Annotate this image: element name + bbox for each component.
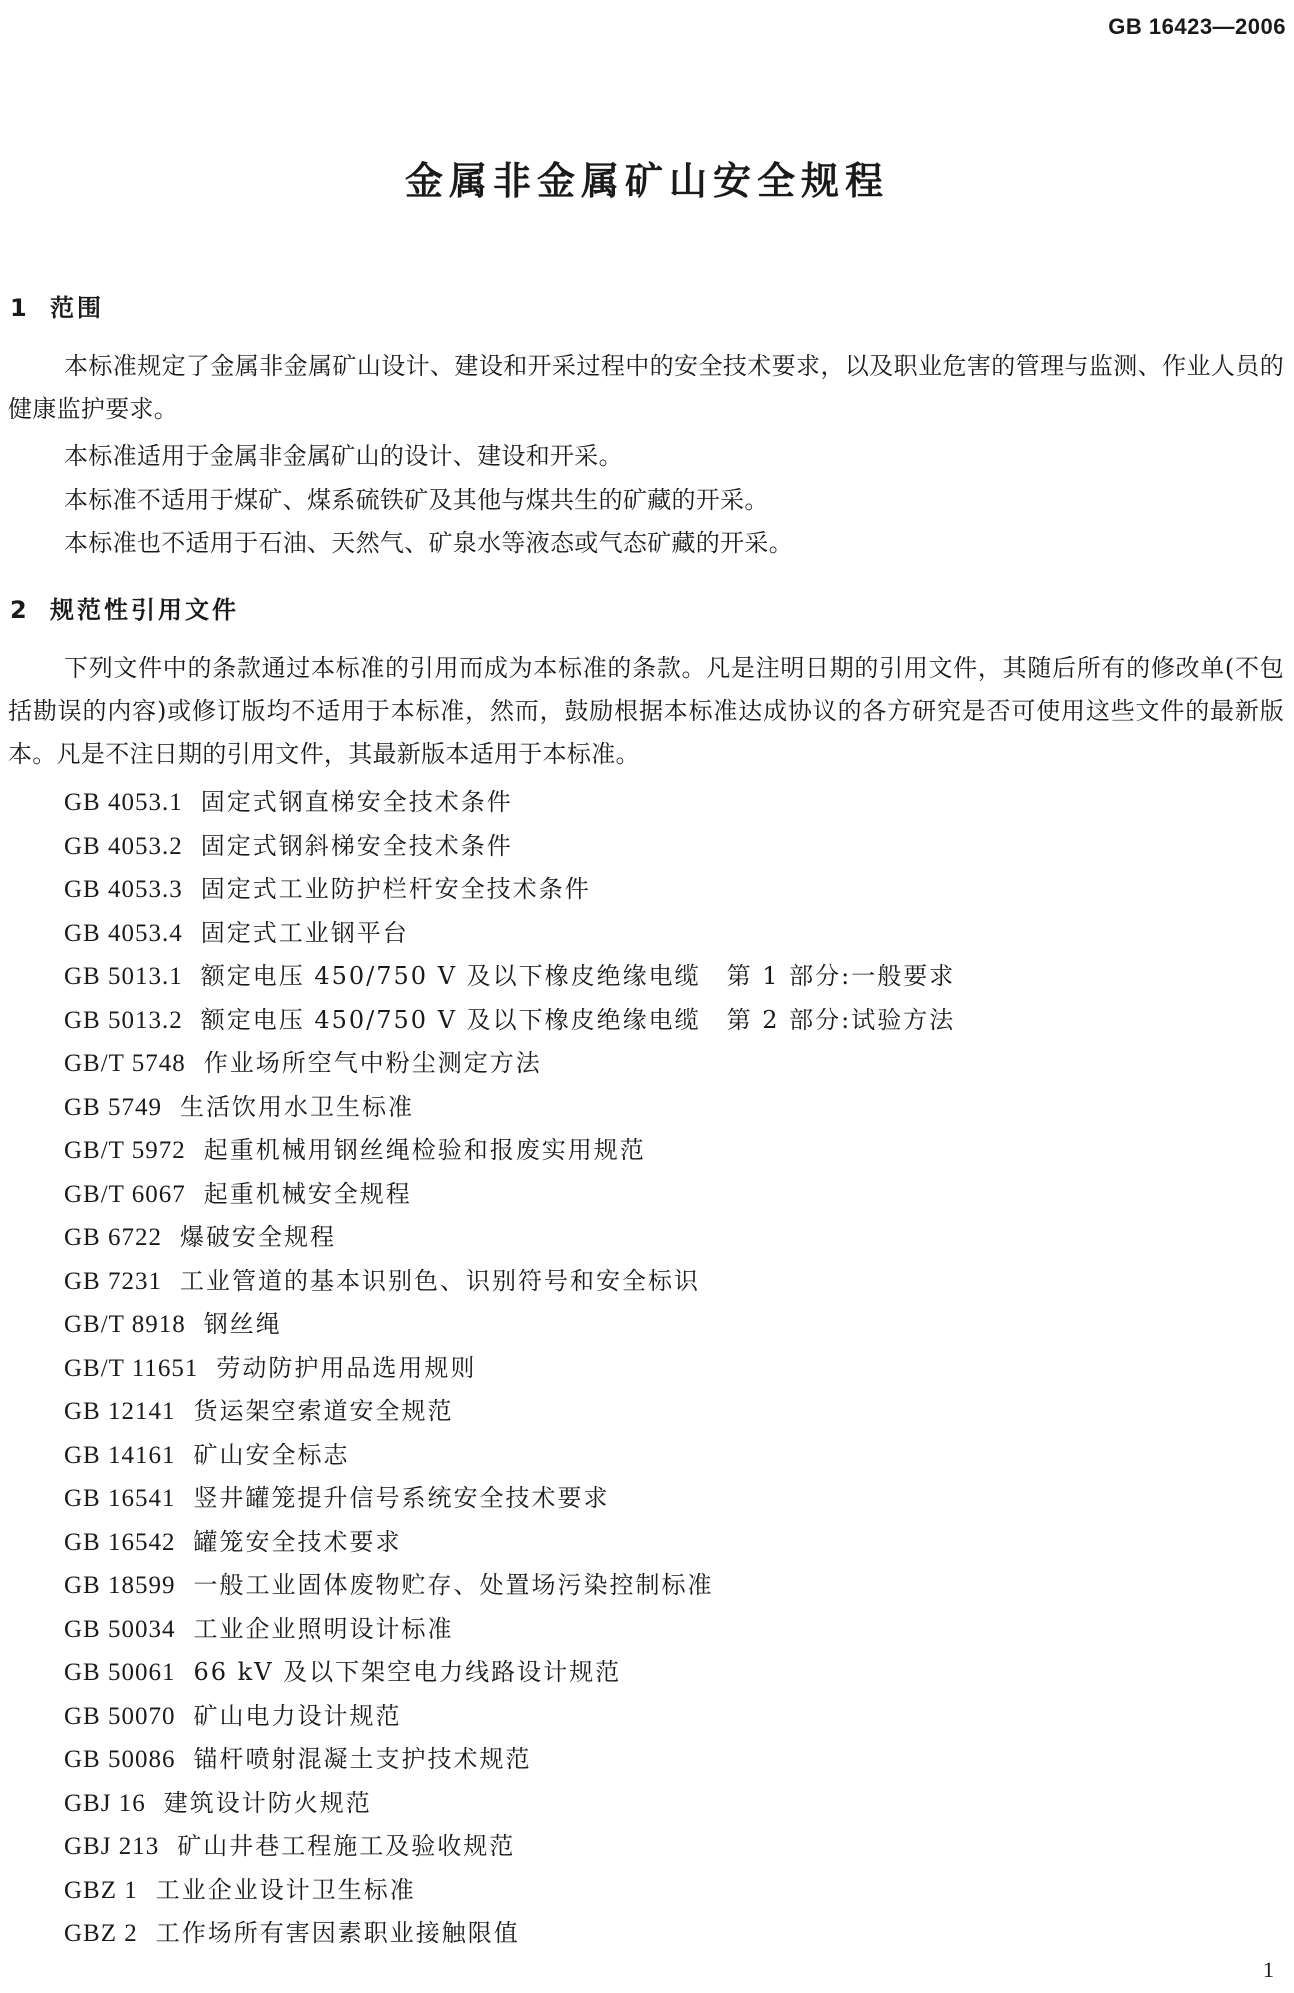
- reference-item: [64, 781, 955, 825]
- reference-item: [64, 1695, 955, 1739]
- reference-title: 竖井罐笼提升信号系统安全技术要求: [193, 1484, 610, 1512]
- reference-code: GB 50061: [64, 1659, 176, 1686]
- reference-code: GB 12141: [64, 1398, 176, 1425]
- section-title: 规范性引用文件: [50, 596, 239, 624]
- reference-item: [64, 999, 955, 1043]
- reference-item: [64, 1303, 955, 1347]
- reference-title: 劳动防护用品选用规则: [216, 1353, 477, 1382]
- section-heading-scope: [10, 288, 104, 323]
- section-number: 2: [10, 596, 27, 624]
- reference-title: 爆破安全规程: [179, 1223, 336, 1251]
- reference-code: GB 18599: [64, 1572, 176, 1599]
- reference-item: [64, 1564, 955, 1608]
- reference-title: 矿山井巷工程施工及验收规范: [177, 1832, 516, 1860]
- section-heading-normative-references: [10, 590, 239, 625]
- reference-item: [64, 912, 955, 956]
- reference-code: GB 5013.2: [64, 1006, 183, 1034]
- page-number: 1: [1263, 1957, 1274, 1982]
- reference-item: [64, 1216, 955, 1260]
- reference-code: GB 4053.3: [64, 876, 183, 903]
- reference-title: 工业企业照明设计标准: [193, 1614, 454, 1643]
- reference-item: [64, 868, 955, 912]
- reference-item: [64, 1825, 955, 1869]
- reference-title: 工作场所有害因素职业接触限值: [155, 1919, 520, 1947]
- reference-item: [64, 1651, 955, 1695]
- reference-code: GB 4053.1: [64, 789, 183, 816]
- standard-code: GB 16423—2006: [1108, 14, 1286, 39]
- reference-title: 额定电压 450/750 V 及以下橡皮绝缘电缆 第 2 部分:试验方法: [200, 1005, 956, 1034]
- document-title: 金属非金属矿山安全规程: [404, 159, 889, 203]
- reference-title: 固定式工业防护栏杆安全技术条件: [200, 875, 591, 903]
- reference-item: [64, 1173, 955, 1217]
- reference-code: GB 5749: [64, 1093, 162, 1121]
- reference-code: GB/T 11651: [64, 1354, 199, 1382]
- reference-code: GB 6722: [64, 1224, 162, 1251]
- section-number: 1: [10, 294, 27, 322]
- reference-title: 矿山安全标志: [193, 1440, 350, 1469]
- scope-paragraph-4: 本标准也不适用于石油、天然气、矿泉水等液态或气态矿藏的开采。: [64, 529, 793, 557]
- reference-list: [64, 781, 955, 1956]
- reference-code: GB 5013.1: [64, 963, 183, 990]
- reference-item: [64, 1042, 955, 1086]
- reference-code: GBZ 1: [64, 1876, 138, 1904]
- reference-title: 一般工业固体废物贮存、处置场污染控制标准: [193, 1571, 714, 1599]
- reference-code: GB 50034: [64, 1615, 176, 1643]
- reference-item: [64, 1129, 955, 1173]
- scope-paragraph-1: 本标准规定了金属非金属矿山设计、建设和开采过程中的安全技术要求，以及职业危害的管理与监测、作业人员的健康监护要求。: [8, 352, 1284, 423]
- reference-item: [64, 1869, 955, 1913]
- reference-title: 货运架空索道安全规范: [193, 1397, 454, 1425]
- reference-item: [64, 1434, 955, 1478]
- reference-title: 66 kV 及以下架空电力线路设计规范: [193, 1658, 622, 1686]
- reference-code: GBZ 2: [64, 1920, 138, 1947]
- reference-title: 额定电压 450/750 V 及以下橡皮绝缘电缆 第 1 部分:一般要求: [200, 962, 956, 990]
- reference-code: GBJ 16: [64, 1789, 146, 1817]
- reference-code: GB 50086: [64, 1746, 176, 1773]
- reference-title: 固定式工业钢平台: [200, 918, 409, 947]
- reference-code: GBJ 213: [64, 1833, 160, 1860]
- reference-item: [64, 1390, 955, 1434]
- reference-code: GB 16542: [64, 1528, 176, 1556]
- reference-item: [64, 1608, 955, 1652]
- reference-code: GB 16541: [64, 1485, 176, 1512]
- reference-title: 生活饮用水卫生标准: [179, 1092, 414, 1121]
- reference-title: 锚杆喷射混凝土支护技术规范: [193, 1745, 532, 1773]
- scope-paragraph-3: 本标准不适用于煤矿、煤系硫铁矿及其他与煤共生的矿藏的开采。: [64, 486, 769, 514]
- reference-title: 工业企业设计卫生标准: [155, 1875, 416, 1904]
- reference-title: 建筑设计防火规范: [163, 1788, 372, 1817]
- reference-code: GB/T 6067: [64, 1180, 186, 1208]
- reference-item: [64, 1521, 955, 1565]
- reference-code: GB/T 5972: [64, 1137, 186, 1164]
- reference-item: [64, 1347, 955, 1391]
- reference-item: [64, 1086, 955, 1130]
- reference-item: [64, 1738, 955, 1782]
- reference-item: [64, 1912, 955, 1956]
- reference-title: 起重机械安全规程: [203, 1179, 412, 1208]
- reference-title: 钢丝绳: [203, 1310, 282, 1338]
- reference-title: 起重机械用钢丝绳检验和报废实用规范: [203, 1136, 646, 1164]
- reference-code: GB 4053.2: [64, 832, 183, 860]
- section-title: 范围: [50, 294, 104, 322]
- reference-title: 作业场所空气中粉尘测定方法: [203, 1049, 542, 1077]
- reference-title: 固定式钢直梯安全技术条件: [200, 788, 513, 816]
- reference-item: [64, 1477, 955, 1521]
- reference-code: GB 7231: [64, 1267, 162, 1295]
- reference-title: 工业管道的基本识别色、识别符号和安全标识: [179, 1266, 700, 1295]
- reference-item: [64, 955, 955, 999]
- reference-title: 固定式钢斜梯安全技术条件: [200, 831, 513, 860]
- reference-code: GB/T 8918: [64, 1311, 186, 1338]
- scope-paragraph-2: 本标准适用于金属非金属矿山的设计、建设和开采。: [64, 442, 623, 470]
- references-intro-paragraph: 下列文件中的条款通过本标准的引用而成为本标准的条款。凡是注明日期的引用文件，其随后所有的修改单(不包括勘误的内容)或修订版均不适用于本标准，然而，鼓励根据本标准达成协议的各方研究是否可使用这些文件的最新版本。凡是不注日期的引用文件，其最新版本适用于本标准。: [8, 654, 1284, 768]
- reference-item: [64, 1260, 955, 1304]
- reference-item: [64, 1782, 955, 1826]
- reference-item: [64, 825, 955, 869]
- reference-code: GB/T 5748: [64, 1050, 186, 1077]
- reference-title: 矿山电力设计规范: [193, 1701, 402, 1730]
- reference-code: GB 4053.4: [64, 919, 183, 947]
- reference-title: 罐笼安全技术要求: [193, 1527, 402, 1556]
- reference-code: GB 50070: [64, 1702, 176, 1730]
- reference-code: GB 14161: [64, 1441, 176, 1469]
